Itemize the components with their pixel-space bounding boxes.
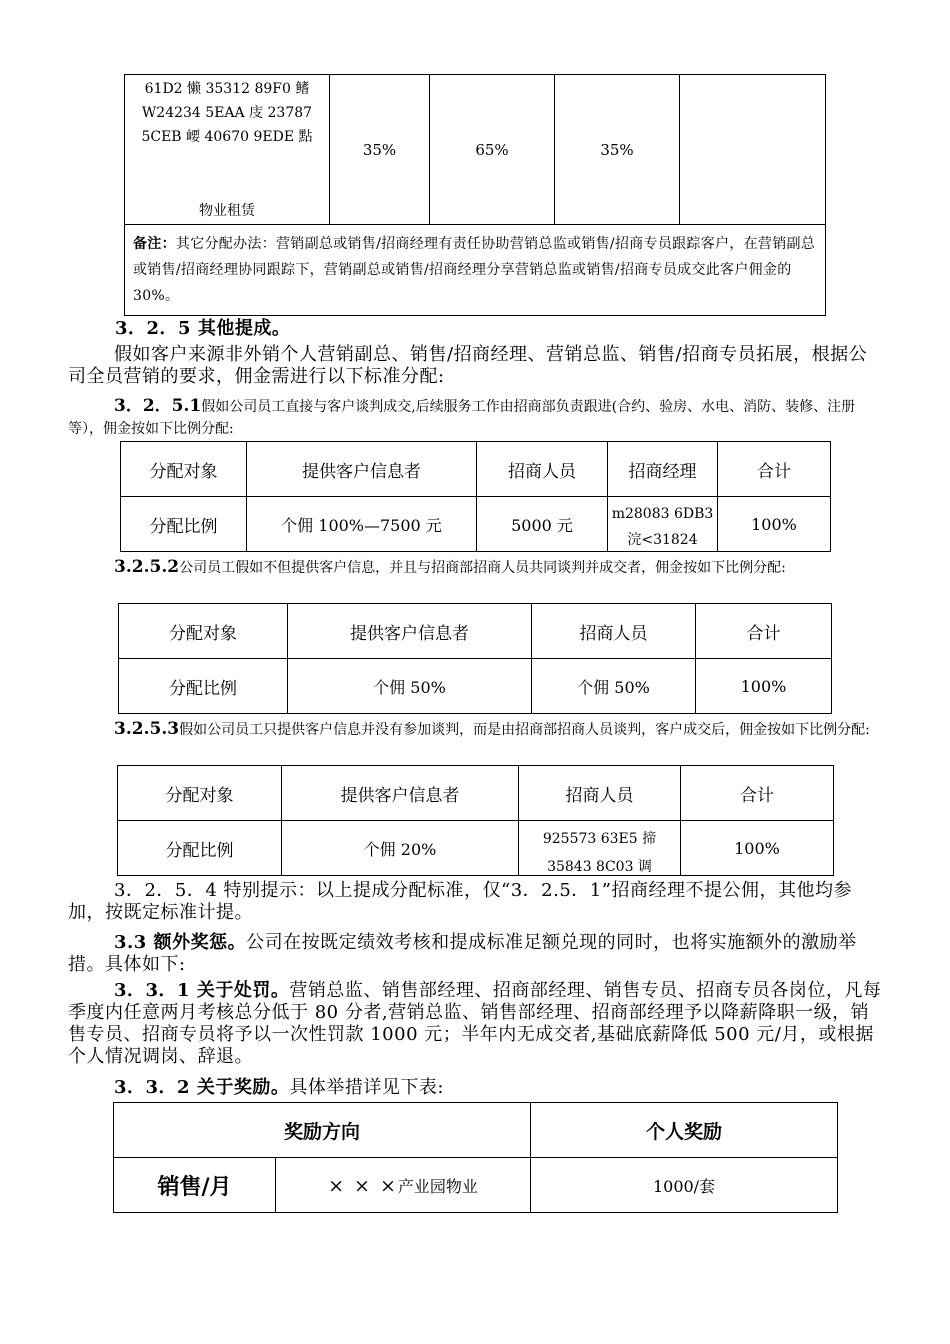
data-cell: 个佣 20% (282, 821, 519, 876)
section-heading: 3.3 额外奖惩。 (114, 932, 247, 953)
section-num: 3.2.5.3 (114, 719, 180, 739)
distribution-table-3 (117, 765, 834, 876)
header-cell: 奖励方向 (114, 1103, 531, 1158)
section-para-325: 假如客户来源非外销个人营销副总、销售/招商经理、营销总监、销售/招商专员拓展，根据公司全员营销的要求，佣金需进行以下标准分配: (68, 344, 868, 387)
header-cell: 提供客户信息者 (247, 442, 477, 497)
section-para-331 (68, 980, 882, 1068)
data-cell: 5000 元 (477, 497, 608, 552)
note-label: 备注： (133, 236, 176, 252)
value-cell: 35% (330, 75, 430, 225)
section-para-3254: 3．2．5．4 特别提示：以上提成分配标准，仅“3．2.5．1”招商经理不提公佣，其他均参加，按既定标准计提。 (68, 880, 852, 923)
data-cell: 100% (681, 821, 834, 876)
note-text: 其它分配办法：营销副总或销售/招商经理有责任协助营销总监或销售/招商专员跟踪客户，在营销副总或销售/招商经理协同跟踪下，营销副总或销售/招商经理分享营销总监或销售/招商专员成交此客户佣金的 30%。 (133, 236, 816, 304)
row-label: 物业租赁 (199, 203, 255, 219)
section-text: 营销总监、销售部经理、招商部经理、销售专员、招商专员各岗位，凡每季度内任意两月考核总分低于 80 分者,营销总监、销售部经理、招商部经理予以降薪降职一级，销售专员、招商专员将予以一次性罚款 1000 元；半年内无成交者,基础底薪降低 500 元/月，或根据个人情况调岗、辞退。 (68, 980, 882, 1067)
data-cell: 1000/套 (531, 1158, 838, 1213)
section-para-33 (68, 932, 882, 976)
section-heading: 3．3．1 关于处罚。 (114, 980, 290, 1001)
header-cell: 分配对象 (121, 442, 247, 497)
item-text: 产业园物业 (397, 1176, 478, 1196)
placeholder-marks: × × × (328, 1174, 398, 1197)
header-cell: 合计 (718, 442, 831, 497)
header-cell: 招商人员 (477, 442, 608, 497)
section-text: 公司在按既定绩效考核和提成标准足额兑现的同时，也将实施额外的激励举措。具体如下: (68, 932, 857, 975)
header-cell: 招商人员 (532, 604, 696, 659)
commission-table-top (124, 74, 826, 316)
section-para-3252 (68, 556, 882, 579)
row-label-cell: 分配比例 (119, 659, 288, 714)
garbled-cell (519, 821, 681, 876)
data-cell: 个佣 50% (532, 659, 696, 714)
reward-table (113, 1102, 838, 1213)
header-cell: 合计 (681, 766, 834, 821)
section-para-3251 (68, 395, 882, 440)
row-label-cell: 分配比例 (118, 821, 282, 876)
distribution-table-2 (118, 603, 832, 714)
value-cell: 65% (430, 75, 555, 225)
garbled-cell (125, 75, 330, 225)
section-text: 公司员工假如不但提供客户信息，并且与招商部招商人员共同谈判并成交者，佣金按如下比例分配: (179, 560, 786, 576)
row-label-cell: 销售/月 (114, 1158, 276, 1213)
garbled-cell (608, 497, 718, 552)
header-cell: 分配对象 (118, 766, 282, 821)
data-cell: 100% (718, 497, 831, 552)
header-cell: 个人奖励 (531, 1103, 838, 1158)
section-heading-325: 3．2．5 其他提成。 (115, 318, 291, 339)
section-text: 假如公司员工直接与客户谈判成交,后续服务工作由招商部负责跟进(合约、验房、水电、消防、装修、注册等），佣金按如下比例分配: (68, 399, 856, 437)
garbled-text: m28083 6DB3 浣<31824 (611, 506, 714, 548)
header-cell: 提供客户信息者 (282, 766, 519, 821)
distribution-table-1 (120, 441, 831, 552)
section-num: 3．2．5.1 (114, 396, 202, 416)
data-cell: 个佣 50% (288, 659, 532, 714)
header-cell: 分配对象 (119, 604, 288, 659)
section-para-3253 (68, 718, 882, 741)
section-heading: 3．3．2 关于奖励。 (114, 1077, 290, 1098)
section-para-332 (68, 1077, 882, 1099)
data-cell: 个佣 100%—7500 元 (247, 497, 477, 552)
row-label-cell: 分配比例 (121, 497, 247, 552)
value-cell: 35% (555, 75, 680, 225)
section-text: 具体举措详见下表: (289, 1077, 444, 1098)
section-num: 3.2.5.2 (114, 557, 180, 577)
data-cell: 100% (696, 659, 832, 714)
garbled-line: W24234 5EAA 庋 23787 (141, 105, 313, 121)
garbled-text: 925573 63E5 揥 35843 8C03 调 (542, 831, 657, 875)
header-cell: 招商人员 (519, 766, 681, 821)
garbled-line: 5CEB 崾 40670 9EDE 點 (141, 129, 313, 145)
garbled-line: 61D2 懒 35312 89F0 鳍 (144, 81, 310, 97)
section-text: 假如公司员工只提供客户信息并没有参加谈判，而是由招商部招商人员谈判，客户成交后，佣金按如下比例分配: (179, 722, 870, 738)
data-cell (276, 1158, 531, 1213)
value-cell (680, 75, 826, 225)
header-cell: 招商经理 (608, 442, 718, 497)
header-cell: 提供客户信息者 (288, 604, 532, 659)
header-cell: 合计 (696, 604, 832, 659)
note-cell (125, 225, 826, 316)
